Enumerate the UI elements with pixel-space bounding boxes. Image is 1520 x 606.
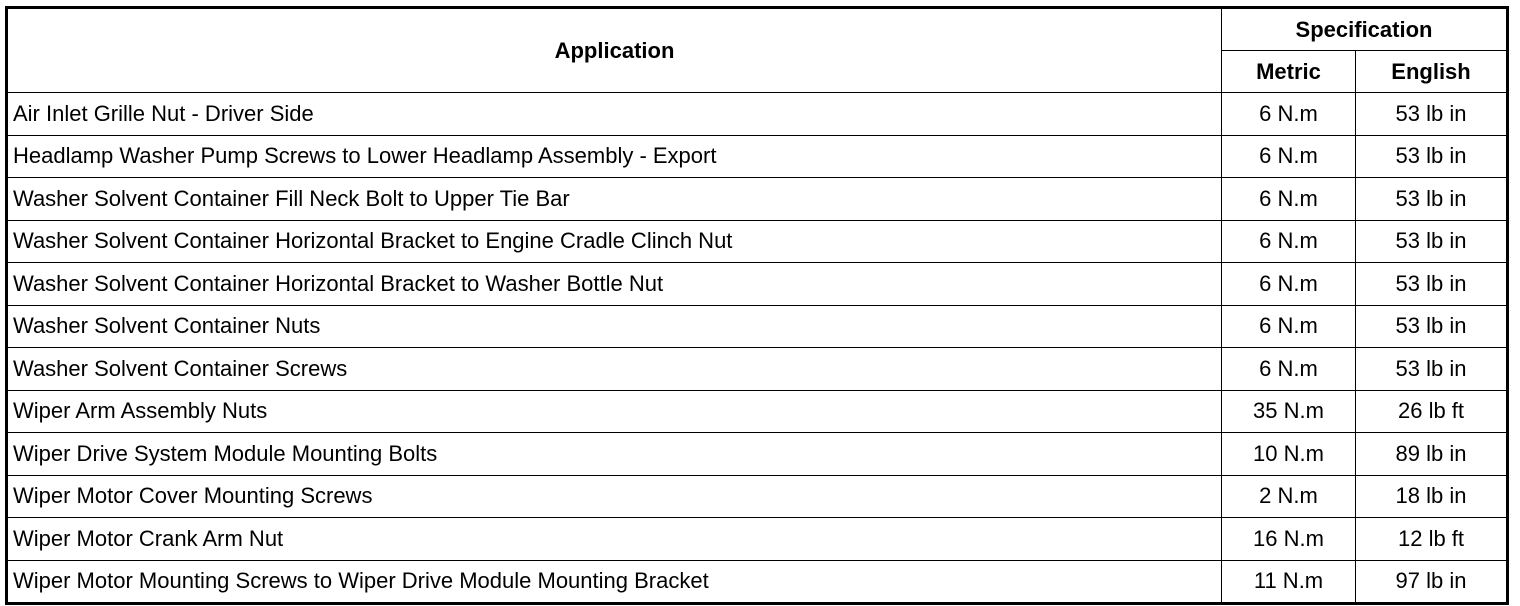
application-cell: Washer Solvent Container Horizontal Bracket to Engine Cradle Clinch Nut: [7, 220, 1222, 263]
table-row: [7, 93, 1508, 136]
metric-cell: 10 N.m: [1222, 433, 1356, 476]
table-row: [7, 560, 1508, 604]
application-cell: Air Inlet Grille Nut - Driver Side: [7, 93, 1222, 136]
application-header: Application: [7, 8, 1222, 93]
specification-header: Specification: [1222, 8, 1508, 51]
english-cell: 53 lb in: [1356, 178, 1508, 221]
table-row: [7, 178, 1508, 221]
table-row: [7, 475, 1508, 518]
table-row: [7, 348, 1508, 391]
metric-header: Metric: [1222, 51, 1356, 93]
english-cell: 12 lb ft: [1356, 518, 1508, 561]
header-row-top: [7, 8, 1508, 51]
application-cell: Wiper Motor Crank Arm Nut: [7, 518, 1222, 561]
table-row: [7, 518, 1508, 561]
metric-cell: 2 N.m: [1222, 475, 1356, 518]
english-cell: 18 lb in: [1356, 475, 1508, 518]
application-cell: Wiper Motor Mounting Screws to Wiper Drive Module Mounting Bracket: [7, 560, 1222, 604]
english-cell: 53 lb in: [1356, 93, 1508, 136]
table-body: [7, 93, 1508, 604]
table-row: [7, 305, 1508, 348]
table-row: [7, 263, 1508, 306]
english-cell: 97 lb in: [1356, 560, 1508, 604]
english-header: English: [1356, 51, 1508, 93]
english-cell: 89 lb in: [1356, 433, 1508, 476]
metric-cell: 35 N.m: [1222, 390, 1356, 433]
application-cell: Washer Solvent Container Horizontal Bracket to Washer Bottle Nut: [7, 263, 1222, 306]
english-cell: 53 lb in: [1356, 305, 1508, 348]
table-row: [7, 433, 1508, 476]
metric-cell: 6 N.m: [1222, 305, 1356, 348]
table-row: [7, 390, 1508, 433]
metric-cell: 6 N.m: [1222, 263, 1356, 306]
table-row: [7, 220, 1508, 263]
english-cell: 53 lb in: [1356, 220, 1508, 263]
metric-cell: 6 N.m: [1222, 348, 1356, 391]
english-cell: 53 lb in: [1356, 348, 1508, 391]
metric-cell: 6 N.m: [1222, 93, 1356, 136]
application-cell: Wiper Drive System Module Mounting Bolts: [7, 433, 1222, 476]
metric-cell: 11 N.m: [1222, 560, 1356, 604]
english-cell: 53 lb in: [1356, 135, 1508, 178]
table-row: [7, 135, 1508, 178]
english-cell: 53 lb in: [1356, 263, 1508, 306]
application-cell: Wiper Arm Assembly Nuts: [7, 390, 1222, 433]
table-header: [7, 8, 1508, 93]
metric-cell: 6 N.m: [1222, 220, 1356, 263]
application-cell: Headlamp Washer Pump Screws to Lower Headlamp Assembly - Export: [7, 135, 1222, 178]
metric-cell: 16 N.m: [1222, 518, 1356, 561]
metric-cell: 6 N.m: [1222, 178, 1356, 221]
metric-cell: 6 N.m: [1222, 135, 1356, 178]
application-cell: Washer Solvent Container Screws: [7, 348, 1222, 391]
application-cell: Washer Solvent Container Fill Neck Bolt to Upper Tie Bar: [7, 178, 1222, 221]
application-cell: Wiper Motor Cover Mounting Screws: [7, 475, 1222, 518]
application-cell: Washer Solvent Container Nuts: [7, 305, 1222, 348]
english-cell: 26 lb ft: [1356, 390, 1508, 433]
fastener-specifications-table: [5, 6, 1509, 605]
